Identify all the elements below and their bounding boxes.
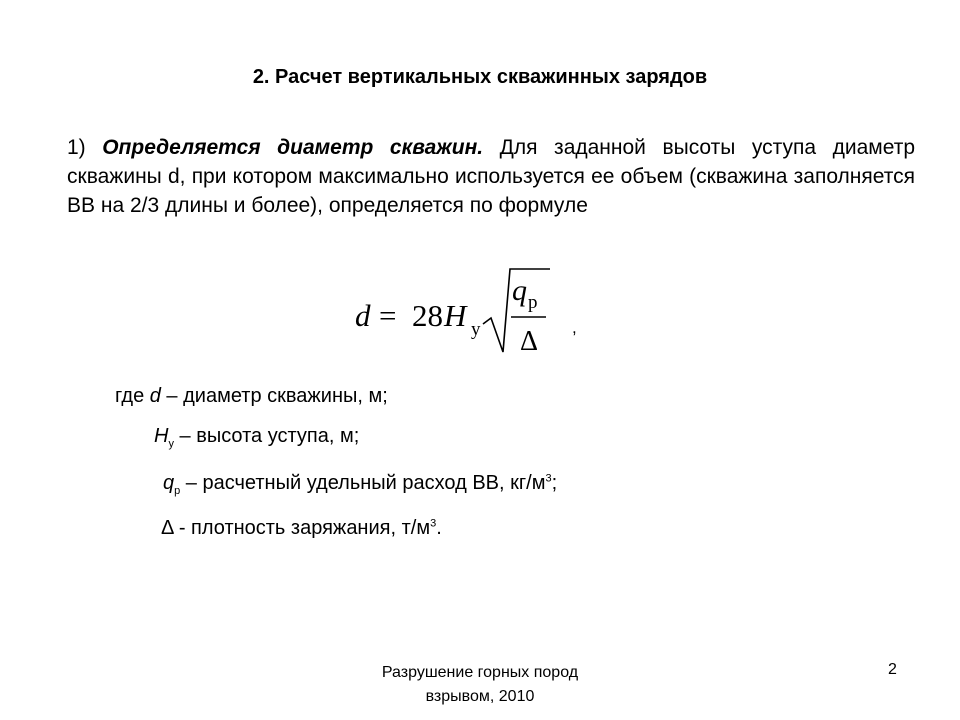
definition-symbol: H (154, 425, 169, 447)
definition-text: - плотность заряжания, т/м (173, 517, 431, 539)
definition-end: ; (551, 472, 558, 494)
definition-superscript: 3 (430, 517, 437, 530)
definition-end: . (436, 517, 442, 539)
definition-prefix: где (115, 385, 150, 407)
paragraph-number: 1) (67, 136, 103, 159)
formula-coefficient: 28 (412, 298, 443, 333)
formula-graphic (350, 262, 590, 362)
definition-subscript: у (168, 438, 174, 450)
paragraph-text: Для заданной высоты уступа диаметр скважины d, при котором максимально используется ее объем (скважина заполняется ВВ на 2/3 длины и более), определяется по формуле (67, 136, 915, 217)
definition-symbol: q (163, 472, 175, 494)
definition-text: – диаметр скважины, м; (160, 385, 388, 407)
formula-denominator: Δ (520, 326, 539, 357)
diameter-formula (350, 262, 590, 362)
definition-d (115, 385, 388, 408)
page-number: 2 (888, 661, 897, 678)
description-paragraph (67, 133, 915, 220)
formula-lhs: d (355, 298, 371, 333)
formula-numerator: q (512, 274, 527, 307)
footer-line-1: Разрушение горных пород (381, 664, 579, 681)
formula-equals: = (379, 298, 397, 333)
definition-text: – высота уступа, м; (173, 425, 360, 447)
definition-symbol: d (149, 385, 161, 407)
definition-text: – расчетный удельный расход ВВ, кг/м (180, 472, 546, 494)
definition-hy (154, 425, 359, 450)
slide-title: 2. Расчет вертикальных скважинных зарядов (252, 66, 708, 88)
footer-caption (300, 661, 660, 709)
formula-var: H (444, 298, 467, 333)
definition-delta (161, 517, 442, 540)
formula-numerator-sub: р (528, 292, 538, 313)
definition-qp (163, 472, 557, 497)
definition-subscript: р (174, 485, 181, 497)
definition-superscript: 3 (545, 472, 552, 485)
footer-line-2: взрывом, 2010 (425, 688, 535, 705)
definition-symbol: Δ (161, 517, 174, 539)
paragraph-emphasis: Определяется диаметр скважин. (102, 136, 484, 159)
formula-trailing-comma: , (572, 318, 577, 337)
formula-var-sub: у (471, 319, 481, 340)
